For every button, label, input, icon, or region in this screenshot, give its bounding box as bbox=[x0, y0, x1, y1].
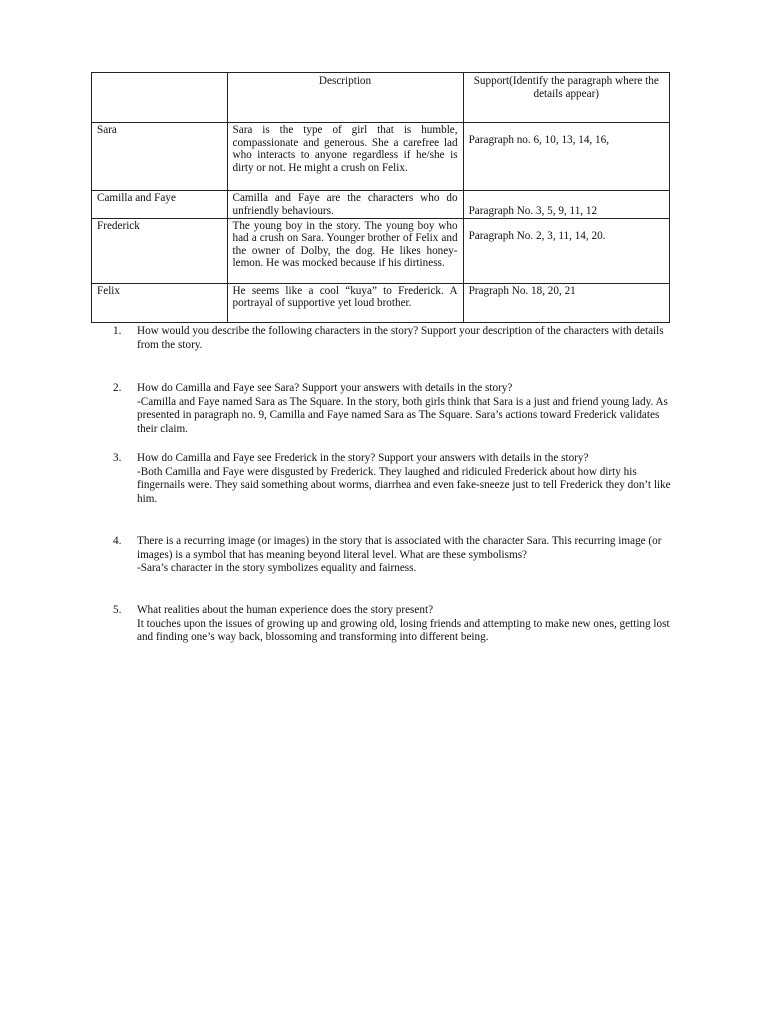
answer-text: It touches upon the issues of growing up and growing old, losing friends and attempting to make new ones, getting lost and finding one’s way back, blossoming and transforming into different being. bbox=[137, 617, 670, 644]
question-text: What realities about the human experience does the story present? bbox=[137, 604, 434, 616]
character-name: Felix bbox=[92, 283, 228, 322]
question-text: How would you describe the following characters in the story? Support your description of the characters with details from the story. bbox=[137, 325, 664, 351]
character-name: Frederick bbox=[92, 218, 228, 283]
question-item bbox=[113, 382, 673, 436]
character-name: Sara bbox=[92, 123, 228, 191]
table-row bbox=[92, 283, 670, 322]
question-number: 5. bbox=[113, 604, 122, 616]
character-support: Paragraph No. 3, 5, 9, 11, 12 bbox=[463, 191, 669, 219]
character-name: Camilla and Faye bbox=[92, 191, 228, 219]
table-header-row bbox=[92, 73, 670, 123]
question-item bbox=[113, 452, 673, 506]
table-row bbox=[92, 123, 670, 191]
table-row bbox=[92, 218, 670, 283]
question-number: 1. bbox=[113, 325, 122, 337]
character-description: Sara is the type of girl that is humble, compassionate and generous. She a carefree lad who interacts to anyone regardless if he/she is dirty or not. He might a crush on Felix. bbox=[227, 123, 463, 191]
answer-text: -Camilla and Faye named Sara as The Square. In the story, both girls think that Sara is a just and friend young lady. As presented in paragraph no. 9, Camilla and Faye named Sara as The Square. Sara’s actions toward Frederick validates their claim. bbox=[137, 395, 668, 435]
question-item bbox=[113, 325, 673, 352]
header-cell-name bbox=[92, 73, 228, 123]
header-cell-description: Description bbox=[227, 73, 463, 123]
question-text: How do Camilla and Faye see Frederick in the story? Support your answers with details in the story? bbox=[137, 452, 589, 464]
character-support: Pragraph No. 18, 20, 21 bbox=[463, 283, 669, 322]
answer-text: -Sara’s character in the story symbolizes equality and fairness. bbox=[137, 562, 417, 575]
question-number: 4. bbox=[113, 535, 122, 547]
character-table bbox=[91, 72, 670, 323]
question-item bbox=[113, 535, 673, 576]
question-number: 3. bbox=[113, 452, 122, 464]
character-description: The young boy in the story. The young boy who had a crush on Sara. Younger brother of Felix and the owner of Dolby, the dog. He likes honey-lemon. He was mocked because if his dirtiness. bbox=[227, 218, 463, 283]
question-item bbox=[113, 604, 673, 645]
question-text: There is a recurring image (or images) in the story that is associated with the character Sara. This recurring image (or images) is a symbol that has meaning beyond literal level. What are these symbolisms? bbox=[137, 535, 662, 561]
character-description: Camilla and Faye are the characters who do unfriendly behaviours. bbox=[227, 191, 463, 219]
table-row bbox=[92, 191, 670, 219]
question-number: 2. bbox=[113, 382, 122, 394]
header-cell-support: Support(Identify the paragraph where the details appear) bbox=[463, 73, 669, 123]
answer-text: -Both Camilla and Faye were disgusted by Frederick. They laughed and ridiculed Frederick about how dirty his fingernails were. They said something about worms, diarrhea and even fake-sneeze just to tell Frederick they don’t like him. bbox=[137, 465, 671, 505]
character-support: Paragraph No. 2, 3, 11, 14, 20. bbox=[463, 218, 669, 283]
character-description: He seems like a cool “kuya” to Frederick. A portrayal of supportive yet loud brother. bbox=[227, 283, 463, 322]
question-text: How do Camilla and Faye see Sara? Support your answers with details in the story? bbox=[137, 382, 513, 394]
character-support: Paragraph no. 6, 10, 13, 14, 16, bbox=[463, 123, 669, 191]
